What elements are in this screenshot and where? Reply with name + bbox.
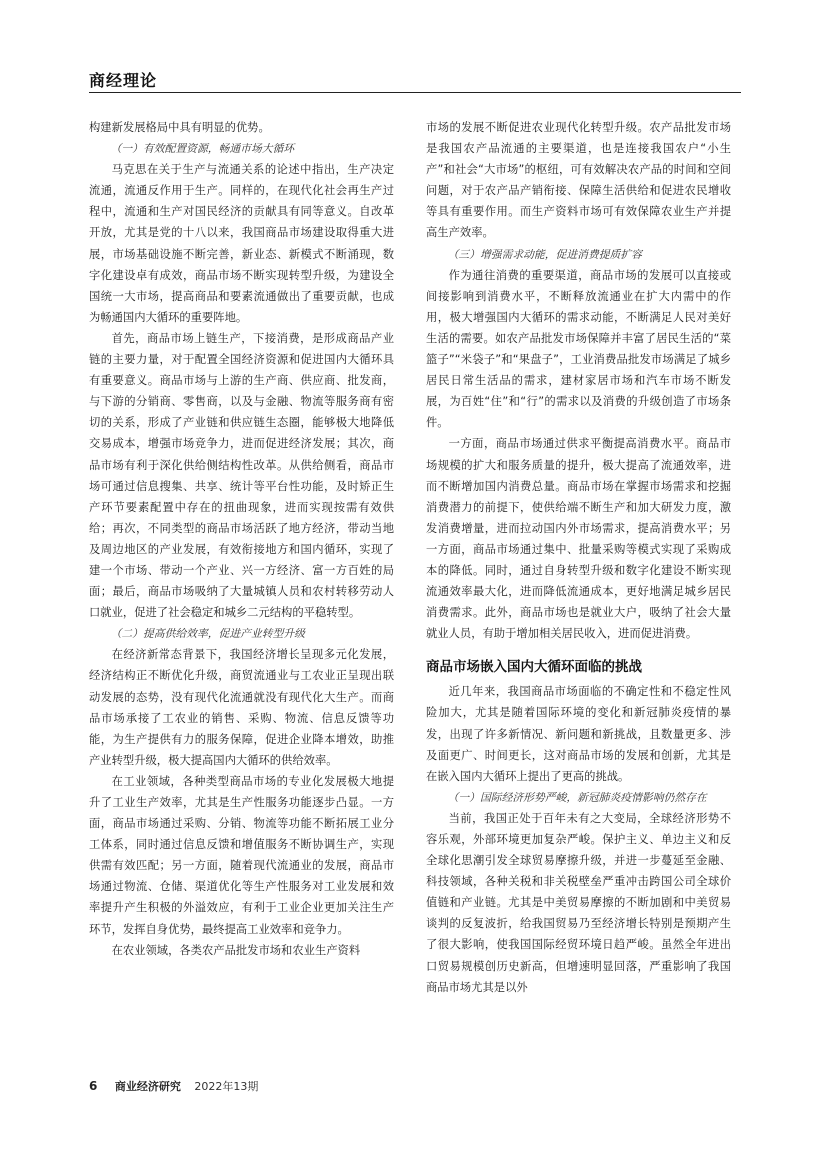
page-footer	[89, 1078, 258, 1098]
issue-label: 2022年13期	[194, 1080, 259, 1093]
paragraph: 在经济新常态背景下，我国经济增长呈现多元化发展，经济结构正不断优化升级，商贸流通业与工农业正呈现出联动发展的态势，没有现代化流通就没有现代化大生产。而商品市场承接了工农业的销售、采购、物流、信息反馈等功能，为生产提供有力的服务保障，促进企业降本增效，助推产业转型升级，极大提高国内大循环的供给效率。	[89, 648, 394, 767]
page-header	[89, 64, 741, 94]
left-column	[89, 117, 394, 1052]
paragraph: 作为通往消费的重要渠道，商品市场的发展可以直接或间接影响到消费水平，不断释放流通业在扩大内需中的作用，极大增强国内大循环的需求动能，不断满足人民对美好生活的需要。如农产品批发市场保障并丰富了居民生活的“菜篮子”“米袋子”和“果盘子”，工业消费品批发市场满足了城乡居民日常生活品的需求，建材家居市场和汽车市场不断发展，为百姓“住”和“行”的需求以及消费的升级创造了市场条件。	[426, 268, 731, 430]
right-column	[426, 117, 731, 1052]
paragraph: 首先，商品市场上链生产，下接消费，是形成商品产业链的主要力量，对于配置全国经济资源和促进国内大循环具有重要意义。商品市场与上游的生产商、供应商、批发商，与下游的分销商、零售商，以及与金融、物流等服务商有密切的关系，形成了产业链和供应链生态圈，能够极大地降低交易成本，增强市场竞争力，进而促进经济发展；其次，商品市场有利于深化供给侧结构性改革。从供给侧看，商品市场可通过信息搜集、共享、统计等平台性功能，及时矫正生产环节要素配置中存在的扭曲现象，进而实现按需有效供给；再次，不同类型的商品市场活跃了地方经济，带动当地及周边地区的产业发展，有效衔接地方和国内循环，实现了建一个市场、带动一个产业、兴一方经济、富一方百姓的局面；最后，商品市场吸纳了大量城镇人员和农村转移劳动人口就业，促进了社会稳定和城乡二元结构的平稳转型。	[89, 331, 394, 620]
section-title: 商经理论	[89, 71, 158, 90]
paragraph: 近几年来，我国商品市场面临的不确定性和不稳定性风险加大，尤其是随着国际环境的变化和新冠肺炎疫情的暴发，出现了许多新情况、新问题和新挑战，且数量更多、涉及面更广、时间更长，这对商品市场的发展和创新，尤其是在嵌入国内大循环上提出了更高的挑战。	[426, 685, 731, 783]
paragraph: 马克思在关于生产与流通关系的论述中指出，生产决定流通，流通反作用于生产。同样的，在现代化社会再生产过程中，流通和生产对国民经济的贡献具有同等意义。自改革开放，尤其是党的十八以来，我国商品市场建设取得重大进展，市场基础设施不断完善，新业态、新模式不断涌现，数字化建设卓有成效，商品市场不断实现转型升级，为建设全国统一大市场，提高商品和要素流通做出了重要贡献，也成为畅通国内大循环的重要阵地。	[89, 163, 394, 324]
subsection-heading: （一）国际经济形势严峻，新冠肺炎疫情影响仍然存在	[447, 790, 707, 804]
paragraph: 一方面，商品市场通过供求平衡提高消费水平。商品市场规模的扩大和服务质量的提升，极大提高了流通效率，进而不断增加国内消费总量。商品市场在掌握市场需求和挖掘消费潜力的前提下，使供给端不断生产和加大研发力度，激发消费增量，进而拉动国内外市场需求，提高消费水平；另一方面，商品市场通过集中、批量采购等模式实现了采购成本的降低。同时，通过自身转型升级和数字化建设不断实现流通效率最大化，进而降低流通成本，更好地满足城乡居民消费需求。此外，商品市场也是就业大户，吸纳了社会大量就业人员，有助于增加相关居民收入，进而促进消费。	[426, 437, 731, 641]
paragraph: 市场的发展不断促进农业现代化转型升级。农产品批发市场是我国农产品流通的主要渠道，也是连接我国农户“小生产”和社会“大市场”的枢纽，可有效解决农产品的时间和空间问题，对于农产品产销衔接、保障生活供给和促进农民增收等具有重要作用。而生产资料市场可有效保障农业生产并提高生产效率。	[426, 121, 731, 240]
subsection-heading: （三）增强需求动能，促进消费提质扩容	[447, 247, 642, 261]
paragraph: 在工业领域，各种类型商品市场的专业化发展极大地提升了工业生产效率，尤其是生产性服务功能逐步凸显。一方面，商品市场通过采购、分销、物流等功能不断拓展工业分工体系，同时通过信息反馈和增值服务不断协调生产，实现供需有效匹配；另一方面，随着现代流通业的发展，商品市场通过物流、仓储、渠道优化等生产性服务对工业发展和效率提升产生积极的外溢效应，有利于工业企业更加关注生产环节，发挥自身优势，最终提高工业效率和竞争力。	[89, 774, 394, 936]
subsection-heading: （一）有效配置资源，畅通市场大循环	[110, 142, 295, 156]
subsection-heading: （二）提高供给效率，促进产业转型升级	[110, 627, 305, 641]
page-number: 6	[89, 1079, 98, 1093]
paragraph: 当前，我国正处于百年未有之大变局，全球经济形势不容乐观，外部环境更加复杂严峻。保护主义、单边主义和反全球化思潮引发全球贸易摩擦升级，并进一步蔓延至金融、科技领域，各种关税和非关税壁垒严重冲击跨国公司全球价值链和产业链。尤其是中美贸易摩擦的不断加剧和中美贸易谈判的反复波折，给我国贸易乃至经济增长特别是预期产生了很大影响，使我国国际经贸环境日趋严峻。虽然全年进出口贸易规模创历史新高，但增速明显回落，严重影响了我国商品市场尤其是以外	[426, 811, 731, 994]
section-heading: 商品市场嵌入国内大循环面临的挑战	[426, 659, 642, 676]
paragraph: 构建新发展格局中具有明显的优势。	[89, 121, 270, 134]
paragraph: 在农业领域，各类农产品批发市场和农业生产资料	[111, 943, 361, 957]
header-rule	[89, 92, 741, 93]
journal-name: 商业经济研究	[114, 1080, 181, 1093]
